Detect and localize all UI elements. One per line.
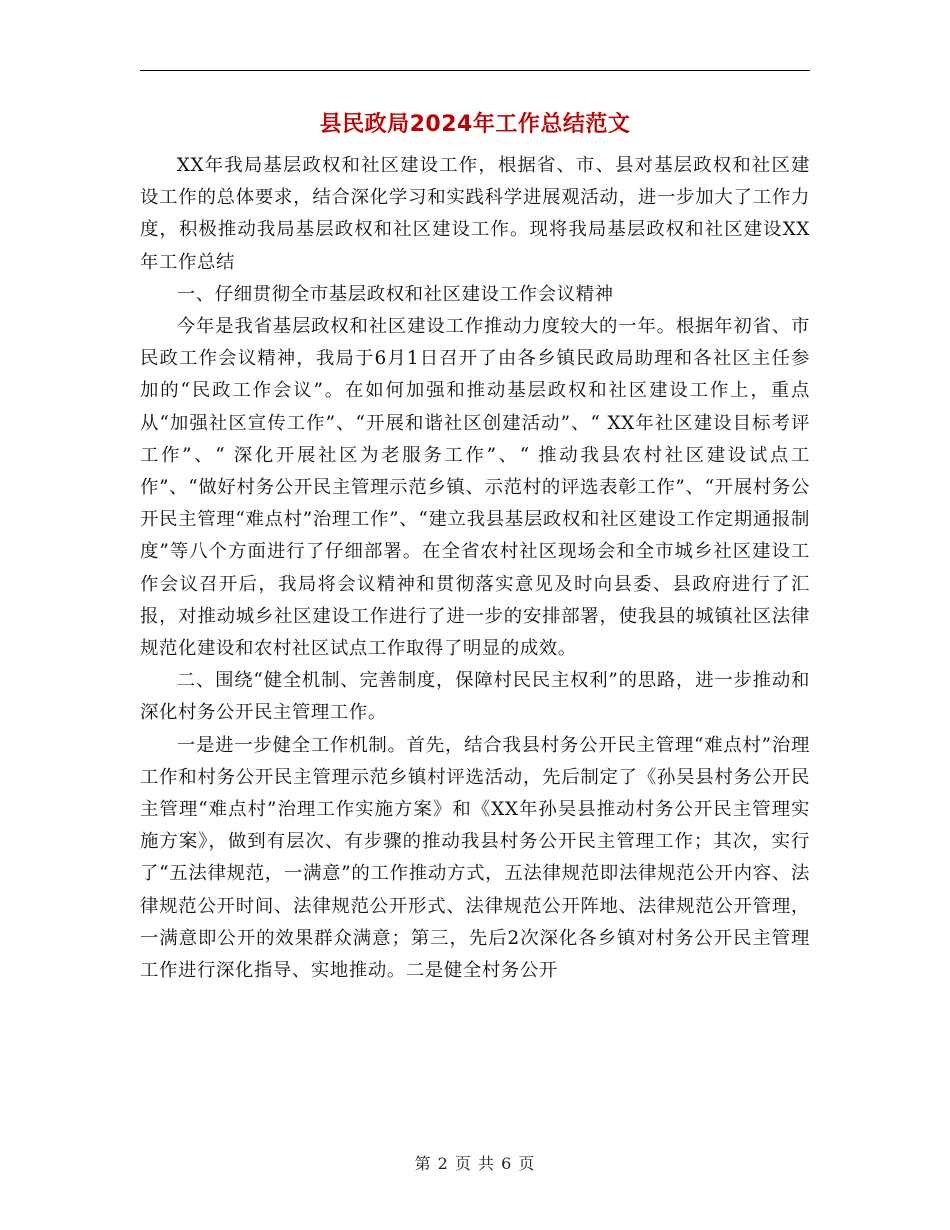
document-title: 县民政局2024年工作总结范文 — [319, 112, 631, 137]
section-heading-2: 二、围绕“健全机制、完善制度，保障村民民主权利”的思路，进一步推动和深化村务公开民主管理工作。 — [140, 670, 810, 724]
paragraph-section-1: 今年是我省基层政权和社区建设工作推动力度较大的一年。根据年初省、市民政工作会议精神，我局于6月1日召开了由各乡镇民政局助理和各社区主任参加的“民政工作会议”。在如何加强和推动基层政权和社区建设工作上，重点从“加强社区宣传工作”、“开展和谐社区创建活动”、“ XX年社区建设目标考评工作”、“ 深化开展社区为老服务工作”、“ 推动我县农村社区建设试点工作”、“做好村务公开民主管理示范乡镇、示范村的评选表彰工作”、“开展村务公开民主管理“难点村”治理工作”、“建立我县基层政权和社区建设工作定期通报制度”等八个方面进行了仔细部署。在全省农村社区现场会和全市城乡社区建设工作会议召开后，我局将会议精神和贯彻落实意见及时向县委、县政府进行了汇报，对推动城乡社区建设工作进行了进一步的安排部署，使我县的城镇社区法律规范化建设和农村社区试点工作取得了明显的成效。 — [140, 316, 810, 660]
document-body — [140, 150, 810, 987]
section-heading-1: 一、仔细贯彻全市基层政权和社区建设工作会议精神 — [176, 283, 614, 305]
header-rule — [140, 70, 810, 71]
paragraph-section-2: 一是进一步健全工作机制。首先，结合我县村务公开民主管理“难点村”治理工作和村务公开民主管理示范乡镇村评选活动，先后制定了《孙吴县村务公开民主管理“难点村”治理工作实施方案》和《XX年孙吴县推动村务公开民主管理实施方案》，做到有层次、有步骤的推动我县村务公开民主管理工作；其次，实行了“五法律规范，一满意”的工作推动方式，五法律规范即法律规范公开内容、法律规范公开时间、法律规范公开形式、法律规范公开阵地、法律规范公开管理，一满意即公开的效果群众满意；第三，先后2次深化各乡镇对村务公开民主管理工作进行深化指导、实地推动。二是健全村务公开 — [140, 734, 810, 982]
page-number: 第 2 页 共 6 页 — [414, 1154, 536, 1173]
paragraph-intro: XX年我局基层政权和社区建设工作，根据省、市、县对基层政权和社区建设工作的总体要求，结合深化学习和实践科学进展观活动，进一步加大了工作力度，积极推动我局基层政权和社区建设工作。现将我局基层政权和社区建设XX年工作总结 — [140, 155, 810, 273]
